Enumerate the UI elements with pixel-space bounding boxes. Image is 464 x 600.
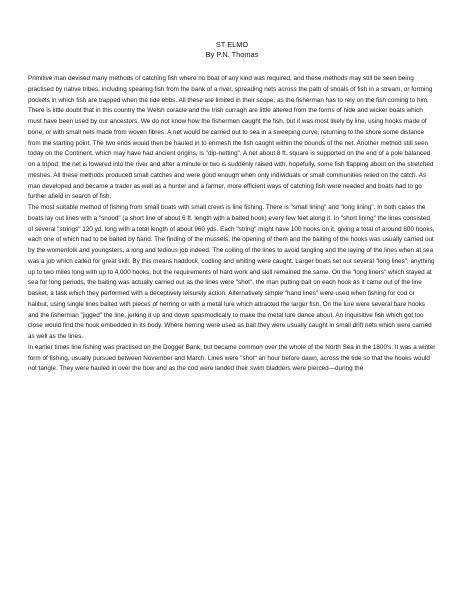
document-author: By P.N. Thomas — [205, 50, 259, 59]
paragraph-dogger-bank: In earlier times line fishing was practised on the Dogger Bank, but became common over the whole of the North Sea in the 1800's. It was a winter form of fishing, usually pursued between November and March. Lines were "shot" an hour before dawn, across the tide so that the hooks would not tangle. They were hauled in over the bow and as the cod were landed their swim bladders were pierced—during the — [28, 343, 436, 373]
document-title: ST ELMO — [215, 40, 249, 49]
paragraph-line-fishing: The most suitable method of fishing from small boats with small crews is line fishing. There is "small lining" and "long lining". In both cases the boats lay out lines with a "snood" (a short line of about 6 ft. length with a baited hook) every few feet along it. In "short lining" the lines consisted of several "strings" 120 yd. long with a total length of about 960 yds. Each "string" might have 100 hooks on it, giving a total of around 800 hooks, each one of which had to be baited by hand. The finding of the mussels, the opening of them and the baiting of the hooks was usually carried out by the womenfolk and youngsters, a long and tedious job indeed. The coiling of the lines to avoid tangling and the laying of the lines when at sea was a job which called for great skill. By this means haddock, codling and whiting were caught. Larger boats set out several "long lines", anything up to two miles long with up to 4,000 hooks, but the requirements of hard work and skill remained the same. On the "long liners" which stayed at sea for long periods, the baiting was actually carried out as the lines were "shot", the man putting bait on each hook as it came out of the line basket, a task which they performed with a deceptively leisurely action. Alternatively simple "hand lines" were used when fishing for cod or halibut, using single lines baited with pieces of herring or with a metal lure which attracted the larger fish. On the lure were several bare hooks and the fisherman "jigged" the line, jerking it up and down spasmodically to make the metal lure dance about. An inquisitive fish which got too close would find the hook embedded in its body. Where herring were used as bait they were usually caught in small drift nets which were carried as well as the lines. — [28, 204, 435, 340]
paragraph-coracle-and-nets: There is little doubt that in this country the Welsh coracle and the Irish curragh are little altered from the forms of hide and wicker boats which must have been used by our ancestors. We do not know how the fishermen caught the fish, but it was most likely by line, using hooks made of bone, or with small nets made from woven fibres. A net would be carried out to sea in a sweeping curve, returning to the shore some distance from the starting point. The two ends would then be hauled in to enmesh the fish caught within the bounds of the net. Another method still seen today on the Continent, which may have had ancient origins, is "dip-netting". A net about 8 ft. square is supported on the end of a pole balanced on a tripod; the net is lowered into the river and after a minute or two is suddenly raised with, hopefully, some fish flapping about on the stretched meshes. All these methods produced small catches and were good enough when only individuals or small communities relied on the catch. As man developed and became a trader as well as a hunter and a farmer, more efficient ways of catching fish were needed and boats had to go further afield in search of fish. — [28, 107, 434, 201]
paragraph-primitive-methods: Primitive man devised many methods of catching fish where no boat of any kind was required, and these methods may still be seen being practised by native tribes, including spearing fish from the bank of a river, spreading nets across the path of shoals of fish in a stream, or forming pockets in which fish are trapped when the tide ebbs. All these are limited in their scope, as the fisherman has to rely on the fish coming to him. — [28, 75, 433, 104]
